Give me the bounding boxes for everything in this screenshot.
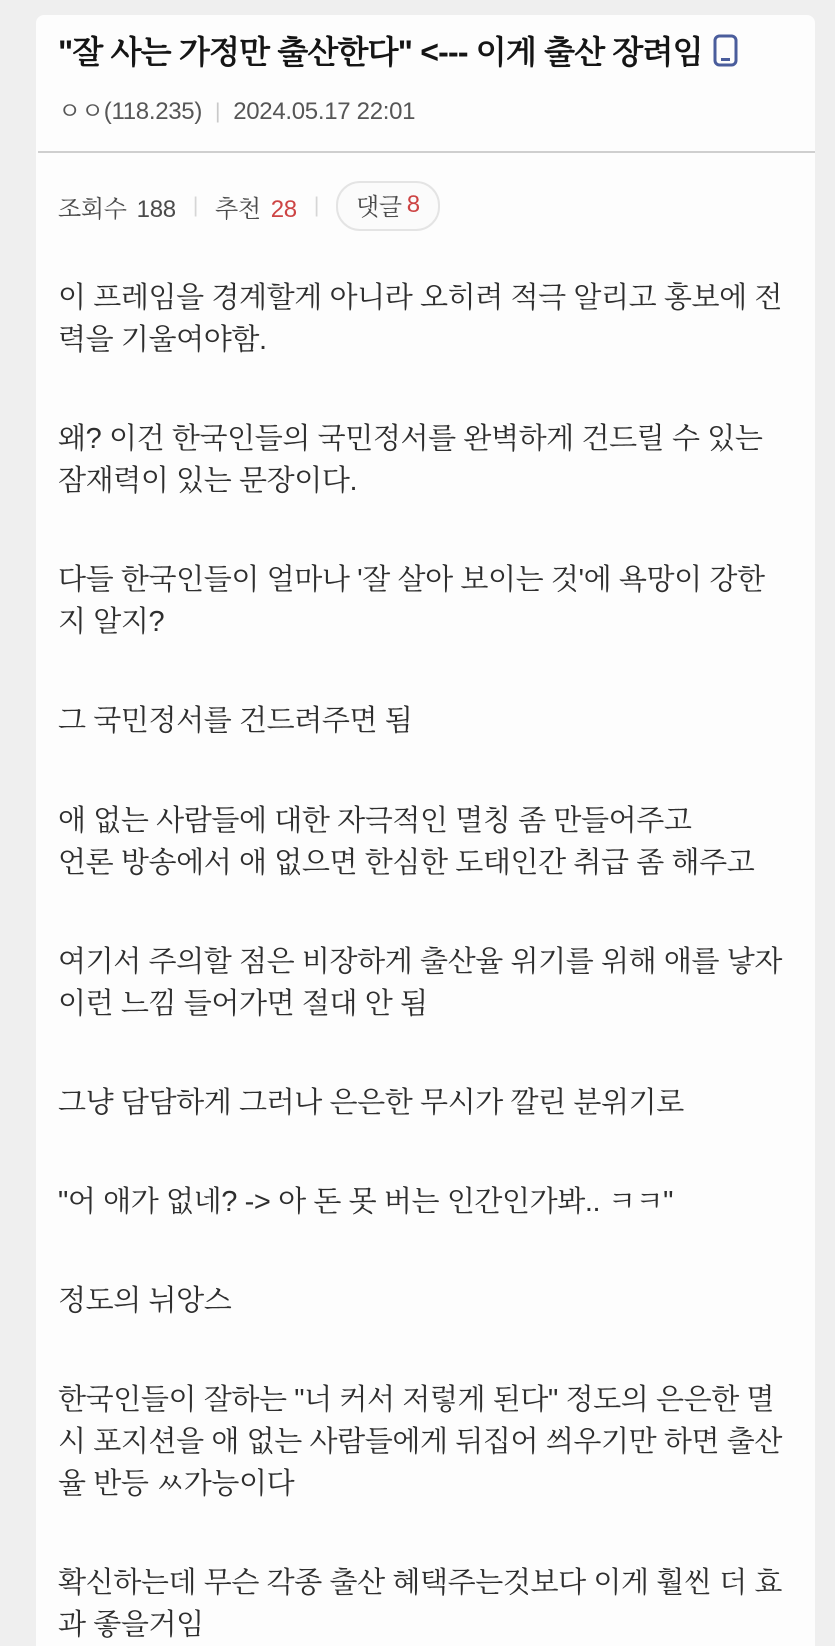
stats-separator: |	[313, 194, 320, 218]
view-count	[58, 189, 176, 224]
post-paragraph: 이 프레임을 경계할게 아니라 오히려 적극 알리고 홍보에 전력을 기울여야함.	[58, 282, 782, 357]
meta-separator: |	[215, 100, 221, 124]
post-title-text: "잘 사는 가정만 출산한다" <--- 이게 출산 장려임	[58, 34, 703, 70]
mobile-phone-icon	[713, 34, 738, 78]
comment-count-value: 8	[406, 190, 420, 218]
comment-count-badge[interactable]	[336, 181, 440, 231]
header-divider	[38, 151, 815, 153]
view-count-label: 조회수	[58, 195, 127, 223]
comment-count-label: 댓글	[356, 194, 402, 222]
post-paragraph: 정도의 뉘앙스	[58, 1284, 232, 1317]
post-date: 2024.05.17 22:01	[233, 98, 416, 126]
post-body	[58, 277, 789, 1646]
view-count-value: 188	[136, 195, 176, 223]
post-paragraph: "어 애가 없네? -> 아 돈 못 버는 인간인가봐.. ㅋㅋ"	[58, 1185, 673, 1218]
post-paragraph: 다들 한국인들이 얼마나 '잘 살아 보이는 것'에 욕망이 강한지 알지?	[58, 564, 765, 639]
like-count-value: 28	[270, 195, 297, 223]
stats-separator: |	[192, 194, 198, 218]
post-title	[58, 31, 789, 78]
post-paragraph: 그냥 담담하게 그러나 은은한 무시가 깔린 분위기로	[58, 1086, 684, 1119]
post-stats	[58, 181, 789, 231]
post-paragraph: 왜? 이건 한국인들의 국민정서를 완벽하게 건드릴 수 있는 잠재력이 있는 문장이다.	[58, 423, 763, 498]
post-meta	[58, 91, 789, 126]
post-paragraph: 여기서 주의할 점은 비장하게 출산율 위기를 위해 애를 낳자 이런 느낌 들어가면 절대 안 됨	[58, 945, 782, 1020]
like-count-label: 추천	[214, 195, 261, 223]
post-paragraph: 확신하는데 무슨 각종 출산 혜택주는것보다 이게 훨씬 더 효과 좋을거임	[58, 1566, 782, 1642]
post-paragraph: 그 국민정서를 건드려주면 됨	[58, 705, 413, 738]
post-author[interactable]: ㅇㅇ(118.235)	[58, 98, 203, 126]
post-paragraph: 애 없는 사람들에 대한 자극적인 멸칭 좀 만들어주고 언론 방송에서 애 없으면 한심한 도태인간 취급 좀 해주고	[58, 804, 755, 879]
like-count	[215, 189, 297, 224]
post-paragraph: 한국인들이 잘하는 "너 커서 저렇게 된다" 정도의 은은한 멸시 포지션을 애 없는 사람들에게 뒤집어 씌우기만 하면 출산율 반등 ㅆ가능이다	[58, 1383, 782, 1500]
post-card	[36, 15, 815, 1646]
